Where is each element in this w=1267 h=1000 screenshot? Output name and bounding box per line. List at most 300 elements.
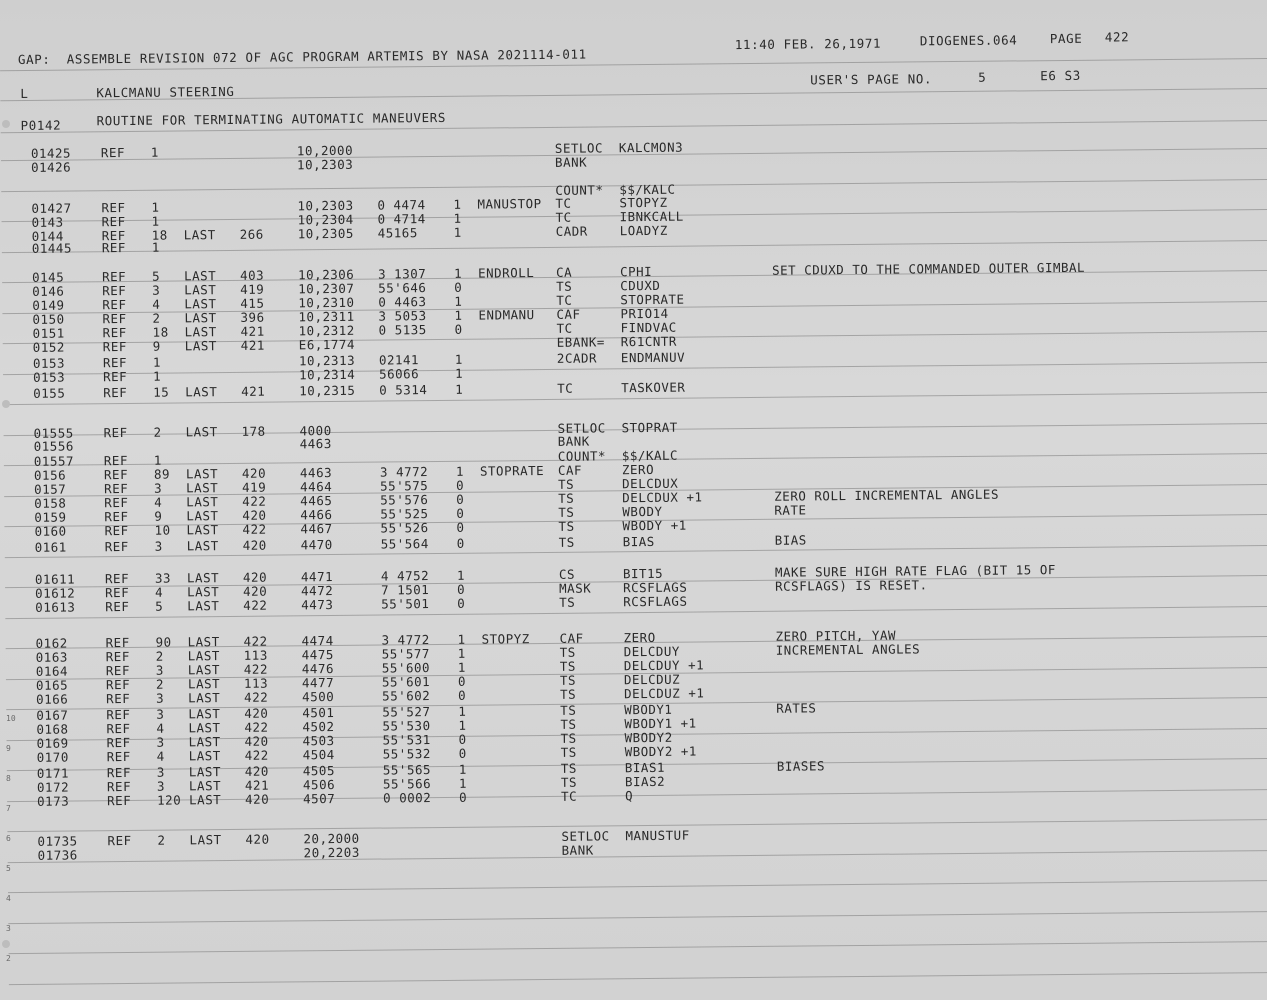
listing-refn: 1 — [152, 368, 162, 384]
listing-lastn: 403 — [240, 267, 265, 283]
listing-lastn: 420 — [242, 537, 267, 553]
listing-flag: 0 — [454, 279, 463, 295]
listing-operand: WBODY +1 — [622, 517, 687, 534]
listing-addr: 10,2312 — [298, 322, 355, 339]
listing-word: 0 5135 — [378, 322, 427, 338]
listing-op: TS — [560, 716, 577, 732]
listing-refn: 4 — [154, 494, 163, 510]
listing-op: TC — [556, 320, 573, 336]
listing-operand: ZERO — [623, 629, 656, 646]
listing-label: STOPYZ — [481, 631, 530, 647]
rule — [9, 941, 1267, 954]
listing-flag: 1 — [453, 265, 463, 281]
rule — [8, 880, 1267, 893]
listing-op: TS — [560, 760, 577, 776]
listing-line: 0158 — [34, 495, 67, 511]
listing-line: 0172 — [36, 779, 70, 795]
listing-comment: RCSFLAGS) IS RESET. — [775, 577, 928, 594]
listing-word: 55'646 — [378, 280, 427, 296]
listing-word: 0 5314 — [379, 382, 428, 398]
listing-op: TS — [560, 730, 577, 746]
listing-operand: WBODY2 — [624, 729, 673, 746]
users-page-label: USER'S PAGE NO. — [810, 71, 933, 88]
listing-addr: 10,2310 — [298, 294, 355, 311]
listing-op: TS — [559, 594, 576, 610]
listing-ref: REF — [104, 480, 129, 497]
listing-ref: REF — [104, 522, 129, 539]
listing-line: 0165 — [35, 677, 69, 693]
listing-op: CADR — [555, 223, 588, 239]
listing-refn: 18 — [152, 324, 169, 340]
listing-last: LAST — [188, 764, 222, 780]
section-code: L — [20, 85, 29, 101]
listing-refn: 1 — [151, 199, 160, 215]
listing-flag: 1 — [457, 645, 466, 661]
listing-line: 0169 — [36, 735, 69, 751]
print-timestamp: 11:40 FEB. 26,1971 — [734, 35, 882, 53]
listing-line: 01426 — [30, 159, 72, 175]
listing-lastn: 113 — [243, 675, 269, 691]
listing-last: LAST — [186, 508, 219, 524]
listing-ref: REF — [105, 634, 130, 651]
listing-word: 55'566 — [382, 776, 432, 792]
listing-addr: 4472 — [301, 583, 334, 599]
listing-refn: 18 — [151, 227, 168, 243]
listing-addr: 4465 — [300, 493, 333, 509]
listing-ref: REF — [106, 720, 131, 737]
listing-op: SETLOC — [561, 828, 610, 844]
listing-lastn: 421 — [241, 383, 266, 399]
listing-ref: REF — [102, 354, 128, 371]
listing-operand: DELCDUY +1 — [623, 657, 705, 674]
listing-word: 55'576 — [380, 492, 429, 508]
listing-line: 0152 — [32, 339, 65, 355]
listing-line: 0159 — [34, 509, 67, 525]
listing-flag: 0 — [456, 535, 465, 551]
listing-last: LAST — [188, 778, 222, 794]
listing-label: MANUSTOP — [477, 195, 542, 212]
listing-ref: REF — [105, 598, 130, 615]
listing-flag: 1 — [457, 659, 466, 675]
listing-operand: Q — [625, 788, 634, 804]
listing-flag: 0 — [457, 673, 467, 689]
listing-op: TS — [558, 490, 575, 506]
listing-last: LAST — [186, 480, 219, 496]
listing-line: 01557 — [33, 453, 75, 469]
listing-lastn: 422 — [242, 521, 267, 537]
listing-operand: DELCDUX — [622, 475, 679, 492]
listing-addr: 10,2306 — [298, 266, 355, 283]
listing-refn: 3 — [155, 662, 164, 678]
listing-refn: 1 — [153, 452, 162, 468]
listing-lastn: 420 — [242, 569, 268, 585]
listing-word: 55'564 — [380, 536, 429, 552]
listing-ref: REF — [102, 338, 127, 355]
listing-line: 0166 — [36, 691, 69, 707]
listing-op: TS — [559, 672, 577, 688]
listing-addr: 10,2303 — [296, 156, 354, 173]
listing-flag: 1 — [458, 717, 467, 733]
listing-operand: BIAS2 — [624, 773, 666, 790]
listing-refn: 4 — [156, 748, 165, 764]
listing-line: 01445 — [31, 240, 73, 256]
listing-word: 55'577 — [381, 646, 430, 662]
listing-word: 0 4463 — [378, 294, 427, 310]
listing-lastn: 422 — [244, 689, 269, 705]
listing-lastn: 422 — [243, 633, 268, 649]
listing-flag: 0 — [458, 731, 467, 747]
listing-lastn: 421 — [240, 337, 265, 353]
listing-flag: 0 — [458, 687, 467, 703]
listing-last: LAST — [185, 466, 219, 482]
listing-flag: 1 — [455, 463, 465, 479]
listing-word: 55'526 — [380, 520, 429, 536]
listing-refn: 2 — [152, 310, 161, 326]
listing-line: 01555 — [33, 425, 74, 441]
listing-addr: 4503 — [302, 733, 335, 749]
listing-ref: REF — [103, 384, 128, 401]
listing-addr: 10,2314 — [298, 366, 356, 383]
listing-operand: DELCDUZ +1 — [624, 685, 705, 702]
listing-operand: WBODY — [622, 503, 663, 520]
listing-ref: REF — [104, 494, 129, 511]
print-source: DIOGENES.064 — [919, 32, 1018, 49]
listing-operand: BIT15 — [622, 565, 664, 582]
listing-flag: 1 — [453, 224, 462, 240]
listing-addr: 4501 — [302, 705, 335, 721]
listing-op: TS — [560, 702, 577, 718]
listing-ref: REF — [105, 648, 130, 665]
listing-refn: 4 — [152, 296, 161, 312]
listing-word: 3 4772 — [379, 464, 429, 480]
listing-last: LAST — [185, 424, 218, 440]
listing-word: 0 4714 — [377, 211, 426, 227]
listing-operand: STOPRATE — [620, 291, 685, 308]
listing-refn: 1 — [151, 239, 160, 255]
listing-last: LAST — [187, 648, 220, 664]
listing-op: CAF — [559, 630, 584, 646]
listing-line: 01613 — [35, 599, 76, 615]
listing-word: 55'600 — [381, 660, 431, 676]
tractor-hole — [2, 120, 10, 128]
listing-last: LAST — [184, 296, 217, 312]
listing-ref: REF — [102, 268, 127, 285]
listing-operand: IBNKCALL — [619, 208, 684, 225]
listing-addr: 4000 — [299, 423, 332, 439]
listing-comment: BIASES — [776, 758, 826, 774]
listing-refn: 3 — [156, 690, 165, 706]
listing-ref: REF — [105, 662, 131, 679]
listing-flag: 1 — [458, 761, 467, 777]
listing-flag: 1 — [458, 775, 468, 791]
listing-operand: MANUSTUF — [625, 827, 690, 844]
listing-lastn: 419 — [240, 281, 265, 297]
listing-lastn: 422 — [244, 719, 269, 735]
listing-addr: 4474 — [301, 633, 334, 649]
listing-refn: 3 — [152, 282, 161, 298]
listing-line: 0163 — [35, 649, 68, 665]
listing-last: LAST — [186, 570, 220, 586]
listing-lastn: 422 — [244, 747, 269, 763]
listing-ref: REF — [104, 570, 130, 587]
listing-last: LAST — [186, 538, 219, 554]
listing-op: TS — [558, 518, 575, 534]
listing-line: 0170 — [36, 749, 69, 765]
listing-flag: 1 — [454, 307, 463, 323]
listing-word: 55'602 — [382, 688, 431, 704]
listing-refn: 2 — [153, 424, 162, 440]
listing-ref: REF — [102, 282, 127, 299]
listing-operand: RCSFLAGS — [623, 593, 688, 610]
listing-comment: SET CDUXD TO THE COMMANDED OUTER GIMBAL — [771, 259, 1086, 278]
listing-refn: 1 — [152, 354, 162, 370]
listing-word: 55'532 — [382, 746, 431, 762]
listing-operand: KALCMON3 — [618, 139, 684, 156]
margin-mark: 4 — [6, 894, 11, 903]
listing-lastn: 396 — [240, 309, 265, 325]
listing-word: 55'601 — [381, 674, 431, 690]
listing-comment: RATES — [776, 700, 817, 716]
listing-refn: 9 — [152, 338, 161, 354]
listing-last: LAST — [184, 282, 217, 298]
listing-line: 01736 — [37, 847, 78, 863]
listing-lastn: 420 — [245, 791, 270, 807]
listing-flag: 0 — [457, 595, 466, 611]
margin-mark: 8 — [6, 774, 11, 783]
listing-last: LAST — [186, 494, 219, 510]
listing-refn: 3 — [156, 778, 166, 794]
listing-addr: 20,2203 — [303, 844, 360, 861]
listing-op: CS — [558, 566, 576, 582]
listing-flag: 0 — [456, 519, 465, 535]
listing-line: 01735 — [37, 833, 78, 849]
tractor-hole — [2, 400, 10, 408]
listing-flag: 1 — [456, 567, 466, 583]
listing-operand: STOPYZ — [619, 194, 668, 211]
listing-last: LAST — [184, 310, 217, 326]
listing-line: 0164 — [35, 663, 69, 679]
listing-lastn: 420 — [241, 465, 267, 481]
listing-line: 0143 — [31, 214, 64, 230]
listing-line: 0173 — [37, 793, 70, 809]
listing-refn: 1 — [151, 213, 160, 229]
listing-line: 01427 — [31, 200, 72, 216]
listing-ref: REF — [106, 748, 131, 765]
listing-operand: DELCDUY — [623, 643, 680, 660]
listing-refn: 3 — [156, 706, 165, 722]
listing-lastn: 420 — [245, 831, 270, 847]
listing-operand: WBODY2 +1 — [624, 743, 697, 760]
listing-addr: 4471 — [300, 569, 334, 585]
listing-ref: REF — [106, 690, 131, 707]
listing-ref: REF — [107, 792, 132, 809]
listing-ref: REF — [100, 144, 126, 161]
listing-word: 55'530 — [382, 718, 431, 734]
listing-operand: CPHI — [619, 263, 653, 280]
listing-refn: 4 — [155, 584, 164, 600]
listing-word: 55'501 — [381, 596, 430, 612]
listing-line: 0156 — [33, 467, 67, 483]
listing-last: LAST — [187, 676, 221, 692]
listing-addr: 4504 — [302, 747, 335, 763]
routine-title: ROUTINE FOR TERMINATING AUTOMATIC MANEUVERS — [96, 109, 447, 129]
listing-comment: RATE — [774, 502, 807, 518]
margin-mark: 10 — [6, 714, 16, 723]
listing-lastn: 422 — [243, 661, 269, 677]
listing-last: LAST — [188, 748, 221, 764]
listing-refn: 2 — [157, 832, 166, 848]
listing-comment: ZERO PITCH, YAW — [775, 627, 897, 644]
listing-line: 0149 — [32, 297, 65, 313]
listing-comment: MAKE SURE HIGH RATE FLAG (BIT 15 OF — [774, 562, 1056, 580]
listing-operand: $$/KALC — [621, 447, 679, 464]
listing-op: 2CADR — [556, 350, 598, 366]
listing-operand: TASKOVER — [621, 379, 686, 396]
listing-word: 56066 — [378, 366, 420, 382]
listing-flag: 1 — [454, 293, 463, 309]
listing-lastn: 421 — [244, 777, 270, 793]
listing-label: ENDMANU — [478, 307, 535, 323]
margin-mark: 9 — [6, 744, 11, 753]
listing-lastn: 420 — [244, 733, 269, 749]
listing-refn: 3 — [156, 734, 165, 750]
listing-line: 0153 — [32, 369, 66, 385]
tractor-hole — [2, 940, 10, 948]
listing-operand: CDUXD — [620, 277, 661, 294]
listing-flag: 0 — [456, 477, 465, 493]
listing-lastn: 422 — [242, 493, 267, 509]
listing-refn: 2 — [155, 676, 165, 692]
listing-line: 0160 — [34, 523, 67, 539]
listing-ref: REF — [104, 508, 129, 525]
listing-last: LAST — [185, 384, 218, 400]
listing-word: 45165 — [377, 225, 418, 241]
listing-refn: 3 — [154, 538, 163, 554]
listing-lastn: 113 — [243, 647, 268, 663]
listing-label: STOPRATE — [479, 462, 545, 479]
listing-last: LAST — [187, 634, 220, 650]
listing-op: TC — [555, 209, 572, 225]
listing-line: 01556 — [33, 438, 74, 454]
listing-lastn: 420 — [244, 763, 269, 779]
listing-op: SETLOC — [554, 140, 604, 156]
listing-ref: REF — [103, 452, 128, 469]
listing-addr: 10,2315 — [299, 382, 356, 399]
listing-word: 4 4752 — [380, 568, 430, 584]
listing-line: 0157 — [34, 481, 67, 497]
listing-ref: REF — [101, 239, 126, 256]
listing-flag: 1 — [453, 210, 462, 226]
listing-ref: REF — [101, 227, 126, 244]
listing-refn: 3 — [156, 764, 165, 780]
listing-op: COUNT* — [555, 182, 604, 198]
listing-word: 02141 — [378, 352, 420, 368]
listing-addr: 4473 — [301, 597, 334, 613]
listing-word: 3 1307 — [377, 266, 427, 282]
listing-last: LAST — [184, 338, 217, 354]
listing-line: 01612 — [35, 585, 76, 601]
listing-line: 0144 — [31, 228, 64, 244]
listing-flag: 1 — [453, 196, 462, 212]
listing-operand: BIAS1 — [624, 759, 666, 776]
listing-ref: REF — [102, 368, 128, 385]
listing-addr: 10,2305 — [297, 225, 354, 242]
listing-op: TS — [559, 644, 576, 660]
listing-addr: 4464 — [300, 479, 333, 495]
listing-word: 3 4772 — [381, 632, 430, 648]
listing-last: LAST — [188, 734, 221, 750]
listing-flag: 0 — [456, 505, 465, 521]
listing-ref: REF — [104, 538, 129, 555]
listing-op: CAF — [557, 462, 583, 478]
listing-operand: STOPRAT — [621, 419, 678, 436]
listing-refn: 15 — [153, 384, 170, 400]
listing-operand: WBODY1 — [624, 701, 673, 718]
listing-last: LAST — [189, 792, 222, 808]
listing-op: TC — [557, 380, 574, 396]
listing-line: 0153 — [32, 355, 66, 371]
page-number: 422 — [1104, 29, 1130, 45]
listing-op: TS — [558, 476, 575, 492]
listing-lastn: 266 — [239, 226, 264, 242]
listing-addr: 4470 — [300, 537, 333, 553]
listing-comment: BIAS — [774, 532, 807, 548]
listing-line: 01611 — [34, 571, 76, 587]
listing-operand: ENDMANUV — [620, 349, 686, 366]
listing-word: 7 1501 — [381, 582, 430, 598]
listing-ref: REF — [107, 832, 132, 849]
listing-operand: $$/KALC — [619, 181, 676, 198]
listing-line: 0161 — [34, 539, 67, 555]
listing-addr: 4477 — [301, 675, 335, 691]
listing-last: LAST — [183, 227, 216, 243]
routine-id: P0142 — [20, 117, 62, 133]
listing-op: BANK — [554, 154, 588, 170]
listing-operand: LOADYZ — [619, 222, 668, 239]
listing-flag: 0 — [454, 321, 463, 337]
listing-flag: 1 — [454, 351, 463, 367]
listing-last: LAST — [187, 584, 220, 600]
listing-op: TS — [556, 278, 573, 294]
listing-addr: E6,1774 — [298, 336, 356, 353]
margin-mark: 6 — [6, 834, 11, 843]
listing-operand: FINDVAC — [620, 319, 677, 336]
listing-flag: 0 — [457, 581, 466, 597]
listing-op: EBANK= — [556, 334, 605, 350]
listing-flag: 1 — [454, 365, 464, 381]
listing-ref: REF — [101, 199, 126, 216]
listing-last: LAST — [189, 832, 222, 848]
listing-label: ENDROLL — [477, 265, 535, 281]
listing-line: 0145 — [32, 269, 65, 285]
listing-line: 0168 — [36, 721, 69, 737]
page-label: PAGE — [1049, 30, 1083, 47]
listing-flag: 1 — [455, 381, 464, 397]
listing-word: 55'527 — [382, 704, 431, 720]
listing-word: 55'531 — [382, 732, 431, 748]
listing-op: MASK — [559, 580, 592, 596]
listing-refn: 10 — [154, 522, 171, 538]
listing-comment: INCREMENTAL ANGLES — [775, 641, 921, 658]
listing-addr: 4463 — [299, 436, 332, 452]
listing-line: 0155 — [33, 385, 66, 401]
listing-addr: 4506 — [302, 777, 336, 793]
listing-op: TC — [556, 292, 573, 308]
listing-op: BANK — [557, 433, 590, 449]
listing-addr: 10,2307 — [298, 280, 355, 297]
listing-op: SETLOC — [557, 420, 606, 436]
listing-op: CA — [555, 264, 573, 280]
